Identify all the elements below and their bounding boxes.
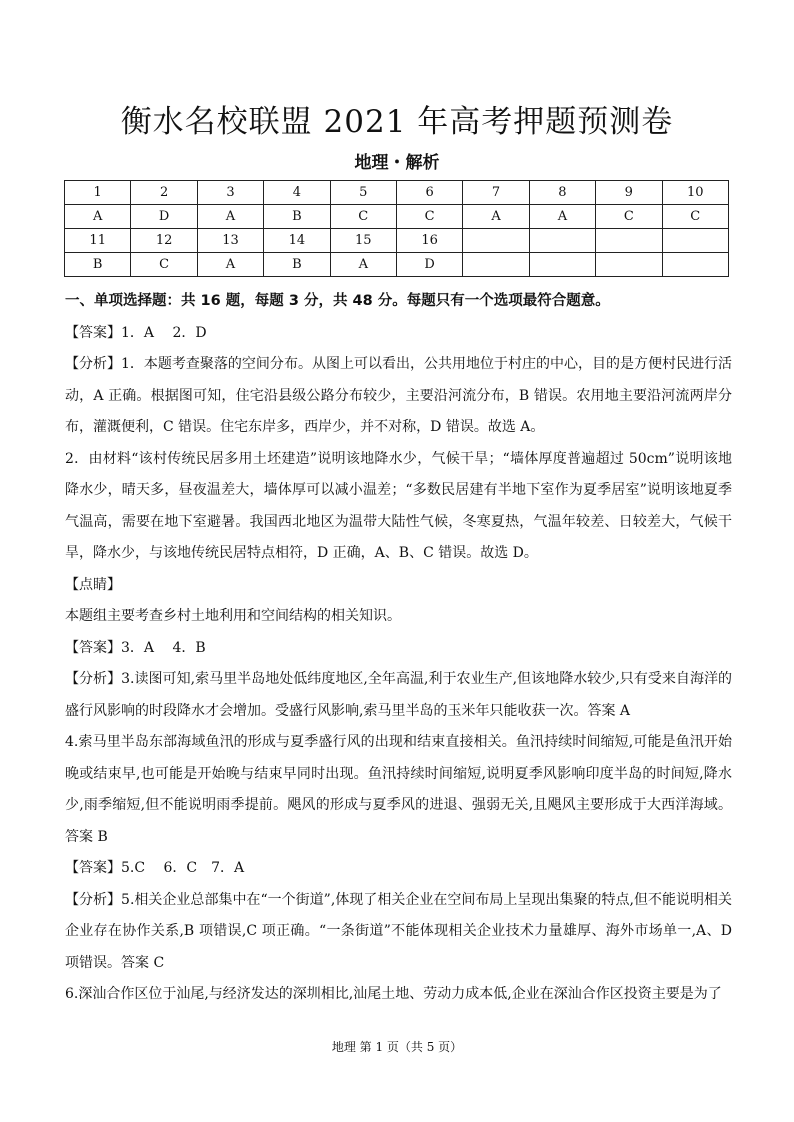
table-cell: B [65, 253, 131, 277]
paragraph: 【分析】5.相关企业总部集中在“一个街道”,体现了相关企业在空间布局上呈现出集聚的特点,但不能说明相关企业存在协作关系,B 项错误,C 项正确。“一条街道”不能体现相关企业技术力量雄厚、海外市场单一,A、D 项错误。答案 C [65, 891, 732, 971]
paragraph: 【分析】3.读图可知,索马里半岛地处低纬度地区,全年高温,利于农业生产,但该地降水较少,只有受来自海洋的盛行风影响的时段降水才会增加。受盛行风影响,索马里半岛的玉米年只能收获一次。答案 A [65, 671, 732, 719]
paragraph: 【答案】5.C 6．C 7．A [65, 860, 245, 876]
table-cell: 12 [131, 229, 197, 253]
paragraph: 2．由材料“该村传统民居多用土坯建造”说明该地降水少，气候干旱；“墙体厚度普遍超过 50cm”说明该地降水少，晴天多，昼夜温差大，墙体厚可以减小温差；“多数民居建有半地下室作为夏季居室”说明该地夏季气温高，需要在地下室避暑。我国西北地区为温带大陆性气候，冬寒夏热，气温年较差、日较差大，气候干旱，降水少，与该地传统民居特点相符，D 正确，A、B、C 错误。故选 D。 [65, 450, 732, 561]
table-cell: C [662, 205, 728, 229]
paragraph: 4.索马里半岛东部海域鱼汛的形成与夏季盛行风的出现和结束直接相关。鱼汛持续时间缩短,可能是鱼汛开始晚或结束早,也可能是开始晚与结束早同时出现。鱼汛持续时间缩短,说明夏季风影响印度半岛的时间短,降水少,雨季缩短,但不能说明雨季提前。飓风的形成与夏季风的进退、强弱无关,且飓风主要形成于大西洋海域。答案 B [65, 734, 732, 845]
table-cell [596, 229, 662, 253]
table-cell: 13 [197, 229, 263, 253]
paragraph: 6.深汕合作区位于汕尾,与经济发达的深圳相比,汕尾土地、劳动力成本低,企业在深汕合作区投资主要是为了 [65, 986, 722, 1002]
table-cell: A [65, 205, 131, 229]
page-footer: 地理 第 1 页（共 5 页） [331, 1040, 463, 1054]
table-cell: C [396, 205, 462, 229]
table-cell [463, 229, 529, 253]
table-cell: C [131, 253, 197, 277]
table-cell: B [264, 205, 330, 229]
table-cell: A [463, 205, 529, 229]
answer-table [64, 180, 729, 277]
table-cell: A [197, 205, 263, 229]
table-cell: 16 [396, 229, 462, 253]
table-cell: C [596, 205, 662, 229]
paragraph: 【答案】1．A 2．D [65, 324, 207, 341]
table-cell: D [396, 253, 462, 277]
table-cell: A [330, 253, 396, 277]
table-row [65, 205, 729, 229]
table-cell: 8 [529, 181, 595, 205]
table-cell [529, 253, 595, 277]
table-cell [662, 229, 728, 253]
paragraph: 【点睛】 [65, 576, 121, 593]
table-cell [596, 253, 662, 277]
table-cell: B [264, 253, 330, 277]
table-cell [529, 229, 595, 253]
page-subtitle: 地理・解析 [354, 153, 440, 173]
table-cell: 11 [65, 229, 131, 253]
paragraph: 【分析】1．本题考查聚落的空间分布。从图上可以看出，公共用地位于村庄的中心，目的是方便村民进行活动，A 正确。根据图可知，住宅沿县级公路分布较少，主要沿河流分布，B 错误。农用地主要沿河流两岸分布，灌溉便利，C 错误。住宅东岸多，西岸少，并不对称，D 错误。故选 A。 [65, 356, 732, 435]
table-cell [463, 253, 529, 277]
table-cell: 14 [264, 229, 330, 253]
section-title: 一、单项选择题：共 16 题，每题 3 分，共 48 分。每题只有一个选项最符合题意。 [65, 293, 610, 309]
table-cell: 6 [396, 181, 462, 205]
table-cell: C [330, 205, 396, 229]
table-cell: 2 [131, 181, 197, 205]
table-row [65, 229, 729, 253]
table-row [65, 181, 729, 205]
paragraph: 【答案】3．A 4．B [65, 639, 206, 656]
content-body [65, 286, 732, 1011]
page-title: 衡水名校联盟 2021 年高考押题预测卷 [120, 104, 674, 140]
table-cell: A [197, 253, 263, 277]
paragraph: 本题组主要考查乡村土地利用和空间结构的相关知识。 [65, 608, 401, 624]
table-row [65, 253, 729, 277]
table-cell: D [131, 205, 197, 229]
table-cell: 3 [197, 181, 263, 205]
table-cell: 9 [596, 181, 662, 205]
table-cell [662, 253, 728, 277]
table-cell: 5 [330, 181, 396, 205]
table-cell: 10 [662, 181, 728, 205]
table-cell: 4 [264, 181, 330, 205]
table-cell: 7 [463, 181, 529, 205]
table-cell: A [529, 205, 595, 229]
table-cell: 15 [330, 229, 396, 253]
table-cell: 1 [65, 181, 131, 205]
